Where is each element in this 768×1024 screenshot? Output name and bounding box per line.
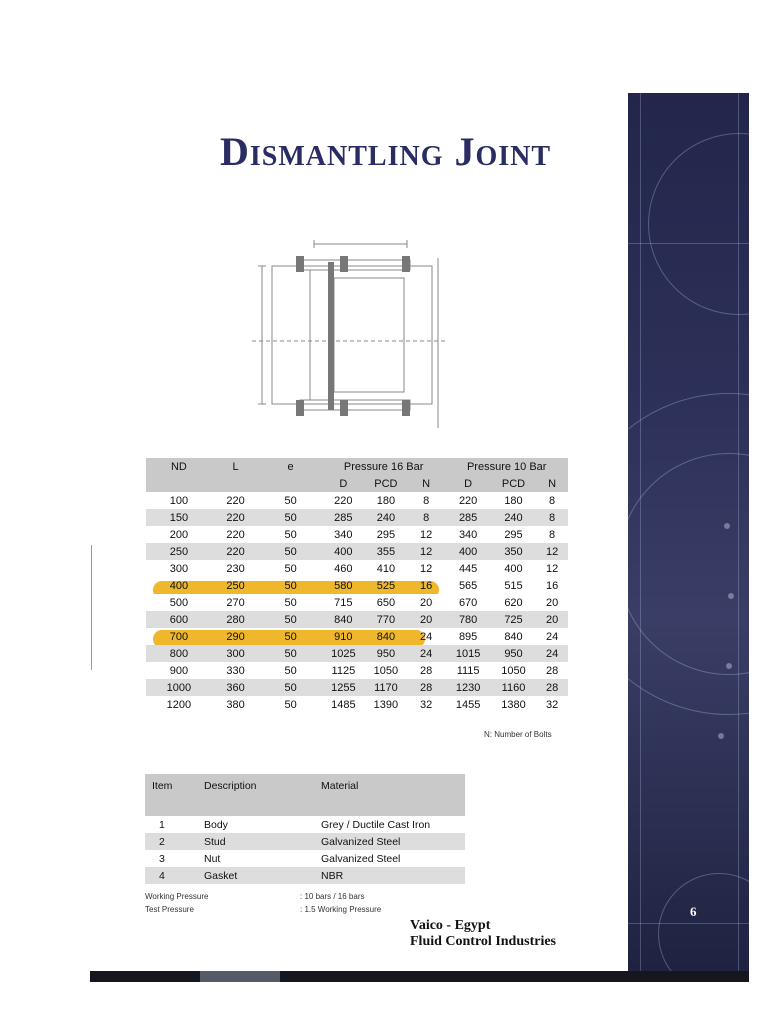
working-pressure-label: Working Pressure [145,892,209,901]
top-flange [300,260,410,270]
table-cell: 670 [445,594,490,611]
table-cell: 180 [491,492,536,509]
col-group-16-bar: Pressure 16 Bar [322,458,446,475]
table-row [146,696,568,713]
table-cell: 1160 [491,679,536,696]
decor-line [628,243,749,244]
table-cell: 28 [536,662,568,679]
table-cell: 50 [259,645,321,662]
table-cell: 28 [536,679,568,696]
outline [272,266,432,404]
table-row [146,560,568,577]
table-cell: Stud [197,833,314,850]
table-cell: 600 [146,611,212,628]
company-block [410,918,556,950]
table-cell: 50 [259,560,321,577]
joint-technical-drawing [252,238,448,434]
decor-ring [648,133,749,315]
margin-rule [91,545,92,670]
page-number: 6 [690,904,697,919]
table-cell: 20 [536,594,568,611]
table-cell: 50 [284,630,297,643]
table-cell: 1050 [491,662,536,679]
table-cell: 50 [259,679,321,696]
table-cell: 840 [376,630,396,643]
table-cell: 24 [536,645,568,662]
col-group-10-bar: Pressure 10 Bar [445,458,568,475]
col-l: L [212,458,260,475]
table-cell: 220 [445,492,490,509]
table-cell: 330 [212,662,260,679]
table-cell: 50 [259,662,321,679]
table-cell: 100 [146,492,212,509]
table-cell: 50 [259,594,321,611]
test-pressure-label: Test Pressure [145,905,194,914]
table-cell: 400 [491,560,536,577]
table-cell: 8 [536,492,568,509]
table-cell: 24 [407,645,446,662]
decor-bolt [728,593,734,599]
col-material: Material [314,774,465,816]
table-cell: 380 [212,696,260,713]
table-cell: 770 [365,611,407,628]
table-cell: 725 [491,611,536,628]
table-row [146,577,568,594]
table-cell: 50 [284,579,297,592]
table-cell: 360 [212,679,260,696]
table-cell: 250 [146,543,212,560]
table-cell: 240 [365,509,407,526]
decor-line [738,93,739,971]
table-cell: 285 [322,509,365,526]
table-cell: 220 [322,492,365,509]
table-cell: 16 [545,579,559,592]
page-title: Dismantling Joint [220,129,552,174]
table-cell: 1000 [146,679,212,696]
table-cell: Gasket [197,867,314,884]
table-cell: 700 [169,630,189,643]
company-name: Vaico - Egypt [410,918,491,933]
table-cell: 525 [376,579,396,592]
table-cell: 895 [458,630,478,643]
table-cell: 24 [420,630,433,643]
table-cell: 500 [146,594,212,611]
table-cell: 400 [445,543,490,560]
table-cell: 1200 [146,696,212,713]
table-cell: Body [197,816,314,833]
table-header-row [146,458,568,475]
col-pcd-10: PCD [491,475,536,492]
table-cell: 1115 [445,662,490,679]
col-pcd-16: PCD [365,475,407,492]
materials-table [145,774,465,884]
table-cell: 295 [491,526,536,543]
table-cell: 50 [259,611,321,628]
table-cell: 50 [259,526,321,543]
table-cell: 50 [259,543,321,560]
table-cell: 8 [536,526,568,543]
table-row [145,816,465,833]
table-cell: 1390 [365,696,407,713]
footer-accent [200,971,280,982]
table-cell: 3 [145,850,197,867]
col-description: Description [197,774,314,816]
table-row [146,679,568,696]
table-cell: 620 [491,594,536,611]
table-cell: 715 [322,594,365,611]
table-cell: 1015 [445,645,490,662]
table-cell: 950 [491,645,536,662]
footer-bar [90,971,749,982]
table-cell: 20 [407,611,446,628]
table-cell: 50 [259,509,321,526]
table-row [146,543,568,560]
table-cell: 220 [212,492,260,509]
sleeve [334,278,404,392]
decor-bolt [726,663,732,669]
table-cell: 295 [365,526,407,543]
table-row [146,492,568,509]
table-cell: 1125 [322,662,365,679]
col-n-16: N [407,475,446,492]
table-cell: 460 [322,560,365,577]
table-cell: 12 [407,526,446,543]
table-cell: 350 [491,543,536,560]
table-cell: 300 [212,645,260,662]
table-cell: 410 [365,560,407,577]
table-cell: 230 [212,560,260,577]
table-cell: 1455 [445,696,490,713]
table-cell: 20 [536,611,568,628]
table-cell: 580 [334,579,353,592]
table-cell: 1 [145,816,197,833]
table-cell: 780 [445,611,490,628]
table-cell: Galvanized Steel [314,833,465,850]
table-cell: 8 [407,509,446,526]
company-subtitle: Fluid Control Industries [410,934,556,949]
table-cell: 300 [146,560,212,577]
table-cell: 1170 [365,679,407,696]
table-cell: 12 [536,560,568,577]
table-cell: 28 [407,679,446,696]
table-cell: 16 [420,579,433,592]
table-cell: 8 [536,509,568,526]
table-cell: 250 [226,579,245,592]
table-row [146,662,568,679]
table-cell: Nut [197,850,314,867]
table-cell: 1380 [491,696,536,713]
table-cell: 285 [445,509,490,526]
table-cell: 800 [146,645,212,662]
table-cell: 650 [365,594,407,611]
table-cell: NBR [314,867,465,884]
table-row [146,611,568,628]
table-row [145,867,465,884]
col-d-16: D [322,475,365,492]
table-cell: 340 [322,526,365,543]
col-item: Item [145,774,197,816]
table-cell: 24 [545,630,559,643]
bolts-note: N: Number of Bolts [484,730,552,739]
table-cell: 12 [536,543,568,560]
table-cell: 220 [212,543,260,560]
table-cell: 200 [146,526,212,543]
table-cell: 2 [145,833,197,850]
working-pressure-value: : 10 bars / 16 bars [300,892,365,901]
col-d-10: D [445,475,490,492]
table-cell: 12 [407,560,446,577]
decor-line [640,93,641,971]
table-cell: 910 [334,630,353,643]
table-row [145,850,465,867]
dimensions-table [146,458,568,713]
table-cell: 180 [365,492,407,509]
decor-bolt [724,523,730,529]
table-cell: 150 [146,509,212,526]
table-cell: 840 [504,630,523,643]
table-cell: 355 [365,543,407,560]
table-cell: 28 [407,662,446,679]
table-cell: 32 [536,696,568,713]
side-photo-panel [628,93,749,971]
table-cell: 340 [445,526,490,543]
decor-ring [658,873,749,971]
col-nd: ND [146,458,212,475]
table-cell: 4 [145,867,197,884]
table-cell: 400 [322,543,365,560]
table-header-row [145,774,465,816]
table-cell: 220 [212,526,260,543]
table-cell: 1050 [365,662,407,679]
table-cell: 950 [365,645,407,662]
table-cell: 50 [259,696,321,713]
table-cell: 32 [407,696,446,713]
table-cell: Galvanized Steel [314,850,465,867]
table-cell: 445 [445,560,490,577]
table-subheader-row [146,475,568,492]
table-row [146,526,568,543]
test-pressure-value: : 1.5 Working Pressure [300,905,382,914]
decor-bolt [718,733,724,739]
col-n-10: N [536,475,568,492]
table-cell: Grey / Ductile Cast Iron [314,816,465,833]
table-cell: 290 [226,630,245,643]
table-row [146,509,568,526]
table-row [145,833,465,850]
bottom-flange [300,400,410,410]
table-cell: 12 [407,543,446,560]
table-row [146,594,568,611]
table-cell: 270 [212,594,260,611]
table-cell: 50 [259,492,321,509]
table-cell: 400 [169,579,189,592]
table-cell: 565 [458,579,478,592]
decor-line [628,923,749,924]
table-cell: 240 [491,509,536,526]
table-cell: 1230 [445,679,490,696]
table-cell: 515 [504,579,523,592]
table-cell: 1255 [322,679,365,696]
table-cell: 8 [407,492,446,509]
col-e: e [259,458,321,475]
table-cell: 280 [212,611,260,628]
table-row [146,628,568,645]
table-row [146,645,568,662]
table-cell: 840 [322,611,365,628]
table-cell: 1025 [322,645,365,662]
table-cell: 20 [407,594,446,611]
table-cell: 900 [146,662,212,679]
table-cell: 220 [212,509,260,526]
table-cell: 1485 [322,696,365,713]
